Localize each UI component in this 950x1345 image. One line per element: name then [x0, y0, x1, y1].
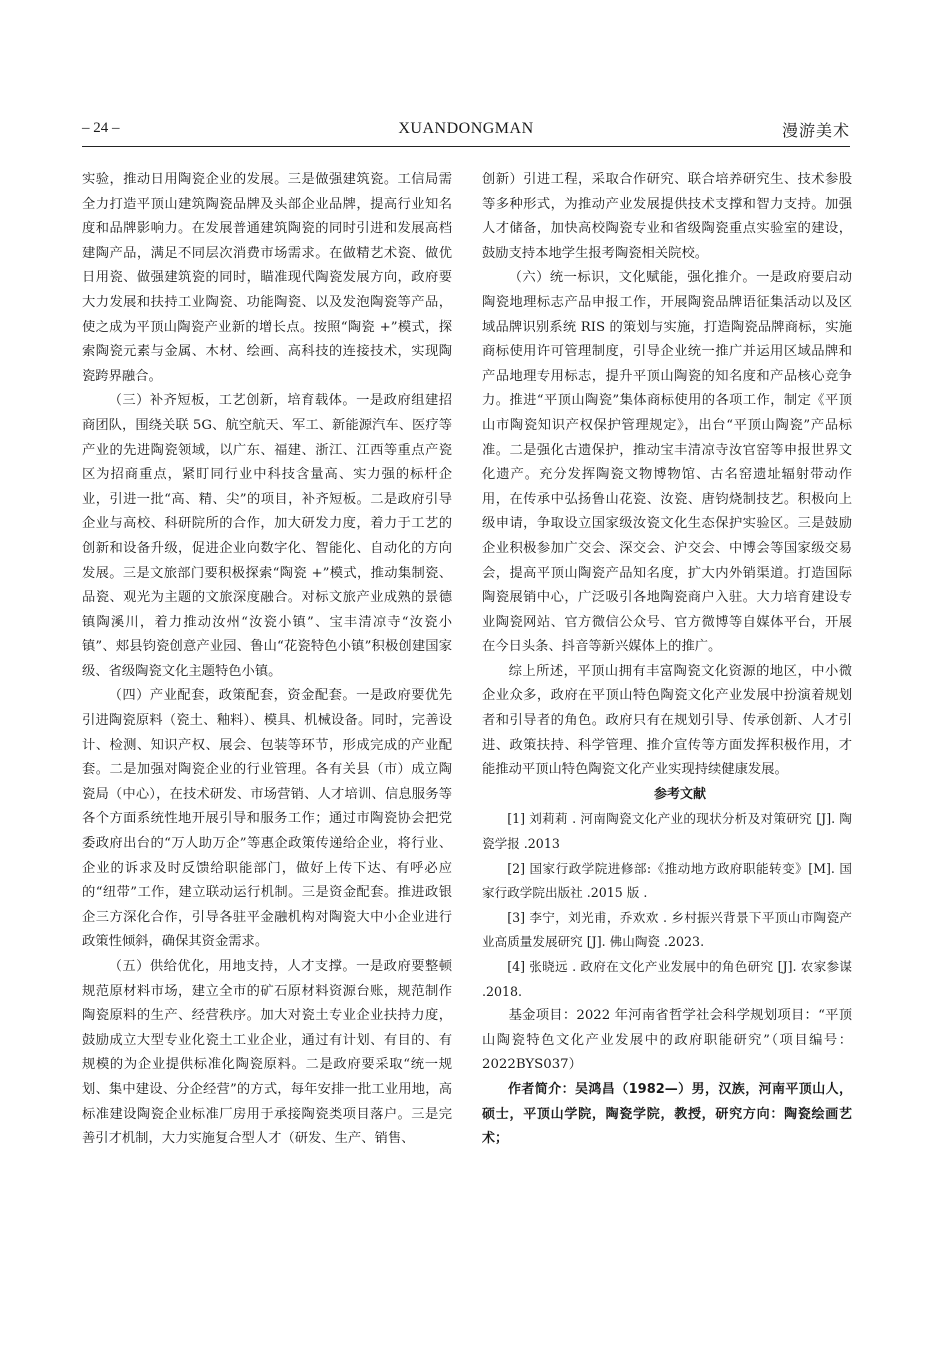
fund-note: 基金项目：2022 年河南省哲学社会科学规划项目：“平顶山陶瓷特色文化产业发展中的政府职能研究”（项目编号：2022BYS037） — [482, 1008, 852, 1073]
paragraph: 创新）引进工程，采取合作研究、联合培养研究生、技术参股等多种形式，为推动产业发展提供技术支撑和智力支持。加强人才储备，加快高校陶瓷专业和省级陶瓷重点实验室的建设，鼓励支持本地学生报考陶瓷相关院校。 — [482, 172, 852, 261]
reference-item: [4] 张晓远 . 政府在文化产业发展中的角色研究 [J]. 农家参谋 .2018. — [482, 959, 852, 999]
journal-name: XUANDONGMAN — [398, 120, 534, 137]
reference-item: [2] 国家行政学院进修部:《推动地方政府职能转变》[M]. 国家行政学院出版社 .2015 版 . — [482, 860, 852, 901]
references-title: 参考文献 — [653, 786, 706, 802]
reference-item: [3] 李宁，刘光甫，乔欢欢 . 乡村振兴背景下平顶山市陶瓷产业高质量发展研究 [J]. 佛山陶瓷 .2023. — [482, 909, 852, 950]
paragraph: （三）补齐短板，工艺创新，培育载体。一是政府组建招商团队，围绕关联 5G、航空航天、军工、新能源汽车、医疗等产业的先进陶瓷领域，以广东、福建、浙江、江西等重点产瓷区为招商重点，紧盯同行业中科技含量高、实力强的标杆企业，引进一批“高、精、尖”的项目，补齐短板。二是政府引导企业与高校、科研院所的合作，加大研发力度，着力于工艺的创新和设备升级，促进企业向数字化、智能化、自动化的方向发展。三是文旅部门要积极探索“陶瓷 +”模式，推动集制瓷、品瓷、观光为主题的文旅深度融合。对标文旅产业成熟的景德镇陶溪川，着力推动汝州“汝瓷小镇”、宝丰清凉寺“汝瓷小镇”、郏县钧瓷创意产业园、鲁山“花瓷特色小镇”积极创建国家级、省级陶瓷文化主题特色小镇。 — [82, 393, 452, 679]
author-bio: 作者简介：吴鸿昌（1982—）男，汉族，河南平顶山人，硕士，平顶山学院，陶瓷学院，教授，研究方向：陶瓷绘画艺术； — [482, 1081, 852, 1147]
paragraph: 综上所述，平顶山拥有丰富陶瓷文化资源的地区，中小微企业众多，政府在平顶山特色陶瓷文化产业发展中扮演着规划者和引导者的角色。政府只有在规划引导、传承创新、人才引进、政策扶持、科学管理、推介宣传等方面发挥积极作用，才能推动平顶山特色陶瓷文化产业实现持续健康发展。 — [482, 663, 852, 778]
page-number: – 24 – — [82, 120, 120, 136]
paragraph: （六）统一标识，文化赋能，强化推介。一是政府要启动陶瓷地理标志产品申报工作，开展陶瓷品牌语征集活动以及区域品牌识别系统 RIS 的策划与实施，打造陶瓷品牌商标，实施商标使用许可管理制度，引导企业统一推广并运用区域品牌和产品地理专用标志，提升平顶山陶瓷的知名度和产品核心竞争力。推进“平顶山陶瓷”集体商标使用的各项工作，制定《平顶山市陶瓷知识产权保护管理规定》，出台“平顶山陶瓷”产品标准。二是强化古遗保护，推动宝丰清凉寺汝官窑等申报世界文化遗产。充分发挥陶瓷文物博物馆、古名窑遗址辐射带动作用，在传承中弘扬鲁山花瓷、汝瓷、唐钧烧制技艺。积极向上级申请，争取设立国家级汝瓷文化生态保护实验区。三是鼓励企业积极参加广交会、深交会、沪交会、中博会等国家级交易会，提高平顶山陶瓷产品知名度，扩大内外销渠道。打造国际陶瓷展销中心，广泛吸引各地陶瓷商户入驻。大力培育建设专业陶瓷网站、官方微信公众号、官方微博等自媒体平台，开展在今日头条、抖音等新兴媒体上的推广。 — [482, 270, 852, 655]
right-column — [482, 168, 852, 1152]
header-rule — [82, 146, 850, 147]
journal-brand: 漫游美术 — [781, 121, 850, 140]
left-column — [82, 168, 452, 1152]
page-header — [82, 118, 850, 144]
reference-item: [1] 刘莉莉 . 河南陶瓷文化产业的现状分析及对策研究 [J]. 陶瓷学报 .2013 — [482, 811, 852, 852]
paragraph: （四）产业配套，政策配套，资金配套。一是政府要优先引进陶瓷原料（瓷土、釉料）、模具、机械设备。同时，完善设计、检测、知识产权、展会、包装等环节，形成完成的产业配套。二是加强对陶瓷企业的行业管理。各有关县（市）成立陶瓷局（中心），在技术研发、市场营销、人才培训、信息服务等各个方面系统性地开展引导和服务工作；通过市陶瓷协会把党委政府出台的“万人助万企”等惠企政策传递给企业，将行业、企业的诉求及时反馈给职能部门，做好上传下达、有呼必应的“纽带”工作，建立联动运行机制。三是资金配套。推进政银企三方深化合作，引导各驻平金融机构对陶瓷大中小企业进行政策性倾斜，确保其资金需求。 — [82, 688, 452, 950]
paragraph: （五）供给优化，用地支持，人才支撑。一是政府要整顿规范原材料市场，建立全市的矿石原材料资源台账，规范制作陶瓷原料的生产、经营秩序。加大对瓷土专业企业扶持力度，鼓励成立大型专业化瓷土工业企业，通过有计划、有目的、有规模的为企业提供标准化陶瓷原料。二是政府要采取“统一规划、集中建设、分企经营”的方式，每年安排一批工业用地，高标准建设陶瓷企业标准厂房用于承接陶瓷类项目落户。三是完善引才机制，大力实施复合型人才（研发、生产、销售、 — [82, 959, 452, 1147]
paragraph: 实验，推动日用陶瓷企业的发展。三是做强建筑瓷。工信局需全力打造平顶山建筑陶瓷品牌及头部企业品牌，提高行业知名度和品牌影响力。在发展普通建筑陶瓷的同时引进和发展高档建陶产品，满足不同层次消费市场需求。在做精艺术瓷、做优日用瓷、做强建筑瓷的同时，瞄准现代陶瓷发展方向，政府要大力发展和扶持工业陶瓷、功能陶瓷、以及发泡陶瓷等产品，使之成为平顶山陶瓷产业新的增长点。按照“陶瓷 +”模式，探索陶瓷元素与金属、木材、绘画、高科技的连接技术，实现陶瓷跨界融合。 — [82, 172, 452, 384]
